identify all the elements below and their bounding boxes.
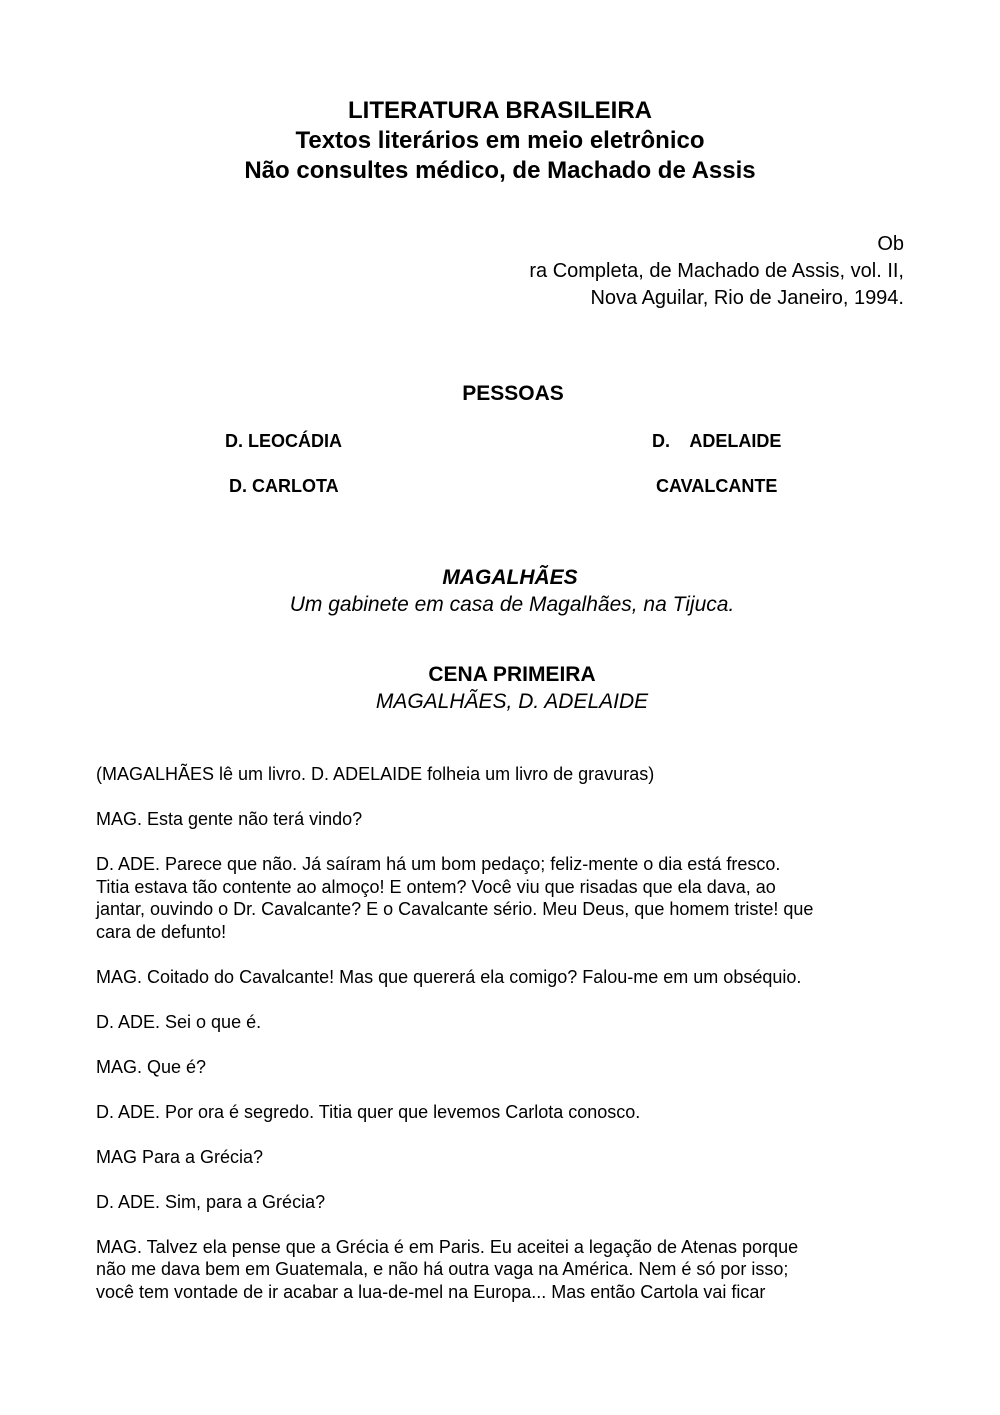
dialogue-paragraph xyxy=(96,966,916,989)
dialogue-line: MAG. Coitado do Cavalcante! Mas que quererá ela comigo? Falou-me em um obséquio. xyxy=(96,966,802,987)
dialogue-paragraph xyxy=(96,808,916,831)
header-line-1: LITERATURA BRASILEIRA xyxy=(348,97,652,124)
dialogue-body xyxy=(96,763,916,1326)
dialogue-line: MAG. Esta gente não terá vindo? xyxy=(96,809,363,829)
dialogue-paragraph xyxy=(96,763,916,786)
source-line-1: Ob xyxy=(877,233,904,255)
dialogue-line: D. ADE. Por ora é segredo. Titia quer que levemos Carlota conosco. xyxy=(96,1101,641,1122)
dialogue-line: MAG Para a Grécia? xyxy=(96,1146,264,1167)
dialogue-paragraph xyxy=(96,1236,916,1304)
dialogue-line: (MAGALHÃES lê um livro. D. ADELAIDE folheia um livro de gravuras) xyxy=(96,764,655,784)
person-leocadia: D. LEOCÁDIA xyxy=(225,431,342,451)
dialogue-line: jantar, ouvindo o Dr. Cavalcante? E o Cavalcante sério. Meu Deus, que homem triste! que xyxy=(96,899,814,919)
dialogue-line: MAG. Que é? xyxy=(96,1056,207,1077)
scene-characters: MAGALHÃES, D. ADELAIDE xyxy=(375,690,649,713)
person-carlota: D. CARLOTA xyxy=(229,476,339,496)
header-line-3: Não consultes médico, de Machado de Assis xyxy=(244,157,756,184)
scene-setting: Um gabinete em casa de Magalhães, na Tijuca. xyxy=(289,593,735,616)
person-cavalcante: CAVALCANTE xyxy=(656,476,778,496)
dialogue-line: D. ADE. Sim, para a Grécia? xyxy=(96,1191,326,1212)
person-adelaide: D. ADELAIDE xyxy=(652,431,782,451)
dialogue-line: D. ADE. Sei o que é. xyxy=(96,1011,262,1032)
dialogue-line: MAG. Talvez ela pense que a Grécia é em Paris. Eu aceitei a legação de Atenas porque xyxy=(96,1236,799,1257)
magalhaes-title: MAGALHÃES xyxy=(442,566,578,589)
dialogue-paragraph xyxy=(96,1101,916,1124)
dialogue-paragraph xyxy=(96,853,916,943)
dialogue-line: Titia estava tão contente ao almoço! E ontem? Você viu que risadas que ela dava, ao xyxy=(96,876,776,897)
dialogue-line: você tem vontade de ir acabar a lua-de-mel na Europa... Mas então Cartola vai ficar xyxy=(96,1281,766,1302)
dialogue-paragraph xyxy=(96,1146,916,1169)
dialogue-line: não me dava bem em Guatemala, e não há outra vaga na América. Nem é só por isso; xyxy=(96,1259,789,1279)
source-line-2: ra Completa, de Machado de Assis, vol. II, xyxy=(529,260,904,282)
source-line-3: Nova Aguilar, Rio de Janeiro, 1994. xyxy=(590,287,904,309)
dialogue-line: D. ADE. Parece que não. Já saíram há um bom pedaço; feliz-mente o dia está fresco. xyxy=(96,854,781,874)
source-citation xyxy=(404,231,904,312)
dialogue-paragraph xyxy=(96,1011,916,1034)
document-header xyxy=(0,96,1000,186)
header-line-2: Textos literários em meio eletrônico xyxy=(295,127,705,154)
scene-title: CENA PRIMEIRA xyxy=(428,663,596,686)
pessoas-title: PESSOAS xyxy=(462,382,564,405)
dialogue-paragraph xyxy=(96,1056,916,1079)
dialogue-line: cara de defunto! xyxy=(96,921,227,942)
dialogue-paragraph xyxy=(96,1191,916,1214)
